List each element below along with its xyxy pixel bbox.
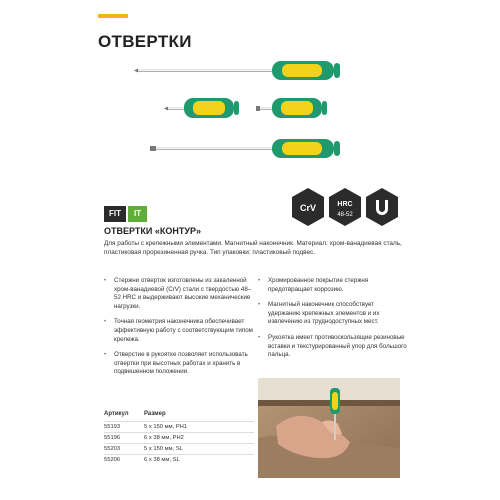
hrc-badge: [329, 188, 361, 226]
product-intro: Для работы с крепежными элементами. Магнитный наконечник. Материал: хром-ванадиевая сталь, пластиковая прорезиненная ручка. Тип упаковки: пластиковый подвес.: [104, 240, 402, 256]
product-title: ОТВЕРТКИ «КОНТУР»: [104, 226, 201, 236]
brand-it: IT: [128, 206, 147, 222]
screwdriver-long-ph: [134, 61, 340, 80]
feature-badges: [290, 186, 400, 232]
header-size: Размер: [144, 411, 166, 417]
cell-article: 55193: [104, 422, 144, 433]
screwdriver-short-sl: [256, 98, 327, 118]
cell-size: 5 x 150 мм, SL: [144, 444, 254, 455]
table-row: [104, 422, 254, 433]
crv-badge-text: CrV: [299, 203, 317, 213]
header-article: Артикул: [104, 411, 129, 417]
hrc-badge-text: HRC: [337, 201, 353, 208]
feature-item: • Магнитный наконечник способствует удержанию крепежных элементов и их извлечению из труднодоступных мест.: [258, 301, 408, 327]
cell-size: 5 x 150 мм, PH1: [144, 422, 254, 433]
table-row: [104, 455, 254, 466]
cell-article: 55203: [104, 444, 144, 455]
brand-logo: [104, 206, 147, 222]
screwdrivers-illustration: [98, 52, 398, 172]
accent-bar: [98, 14, 128, 18]
magnet-icon: [366, 188, 398, 226]
hrc-badge-range: 48-52: [337, 212, 353, 218]
spec-table: [104, 411, 254, 465]
cell-article: 55206: [104, 455, 144, 466]
screwdriver-long-sl: [150, 139, 340, 158]
usage-photo: [258, 378, 400, 478]
table-row: [104, 433, 254, 444]
cell-article: 55196: [104, 433, 144, 444]
features-right: [258, 277, 408, 367]
table-header-row: [104, 411, 254, 422]
screwdriver-short-ph: [164, 98, 239, 118]
feature-item: • Точная геометрия наконечника обеспечивает эффективную работу с соответствующим типом крепежа.: [104, 318, 254, 344]
feature-item: • Стержни отверток изготовлены из закаленной хром-ванадиевой (CrV) стали с твердостью 48–52 HRC и выдерживают высокие механические нагрузки.: [104, 277, 254, 311]
page-title: ОТВЕРТКИ: [98, 32, 192, 51]
table-row: [104, 444, 254, 455]
cell-size: 6 x 38 мм, SL: [144, 455, 254, 466]
features-left: [104, 277, 254, 384]
brand-fit: FIT: [104, 206, 126, 222]
feature-item: • Рукоятка имеет противоскользящие резиновые вставки и текстурированный упор для большого пальца.: [258, 334, 408, 360]
feature-item: • Отверстие в рукоятке позволяет использовать отвертки при высотных работах и хранить в подвешенном положении.: [104, 351, 254, 377]
feature-item: • Хромированное покрытие стержня предотвращает коррозию.: [258, 277, 408, 294]
cell-size: 6 x 38 мм, PH2: [144, 433, 254, 444]
crv-badge: [292, 188, 324, 226]
